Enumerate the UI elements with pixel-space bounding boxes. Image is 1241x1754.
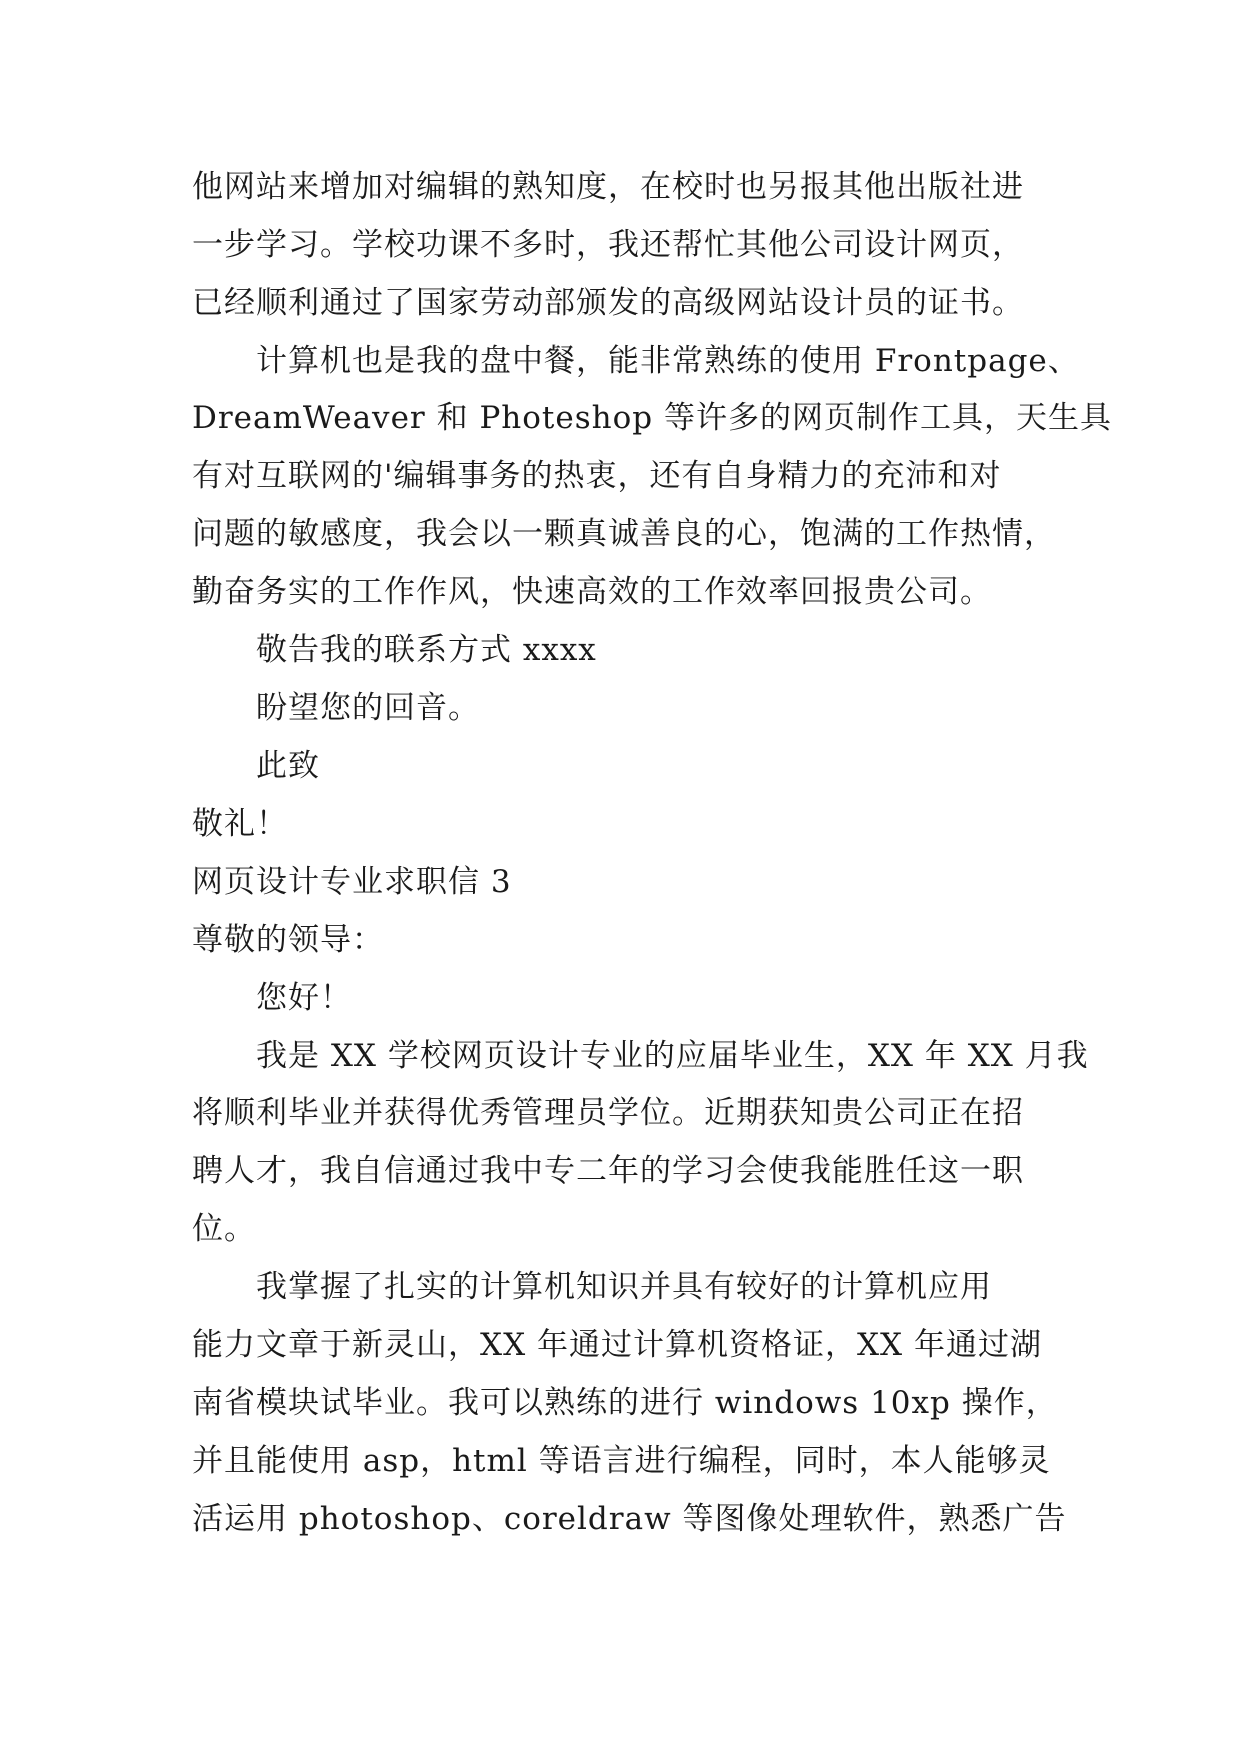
body-line-1: 他网站来增加对编辑的熟知度，在校时也另报其他出版社进 — [192, 169, 1024, 205]
body-line-24: 活运用 photoshop、coreldraw 等图像处理软件，熟悉广告 — [192, 1501, 1067, 1537]
body-line-6: 有对互联网的'编辑事务的热衷，还有自身精力的充沛和对 — [192, 458, 1002, 494]
salutation-jingli: 敬礼！ — [192, 806, 288, 842]
letter-heading: 网页设计专业求职信 3 — [192, 864, 512, 900]
body-line-22: 南省模块试毕业。我可以熟练的进行 windows 10xp 操作， — [192, 1385, 1058, 1421]
body-line-20: 我掌握了扎实的计算机知识并具有较好的计算机应用 — [256, 1269, 992, 1305]
body-line-17: 将顺利毕业并获得优秀管理员学位。近期获知贵公司正在招 — [192, 1095, 1024, 1131]
contact-line: 敬告我的联系方式 xxxx — [256, 632, 597, 668]
body-line-5: DreamWeaver 和 Photeshop 等许多的网页制作工具，天生具 — [192, 400, 1112, 436]
body-line-16: 我是 XX 学校网页设计专业的应届毕业生，XX 年 XX 月我 — [256, 1038, 1089, 1074]
salutation-cizhi: 此致 — [256, 748, 320, 784]
body-line-18: 聘人才，我自信通过我中专二年的学习会使我能胜任这一职 — [192, 1153, 1024, 1189]
body-line-23: 并且能使用 asp，html 等语言进行编程，同时，本人能够灵 — [192, 1443, 1051, 1479]
body-line-8: 勤奋务实的工作作风，快速高效的工作效率回报贵公司。 — [192, 574, 992, 610]
greeting-hello: 您好！ — [256, 980, 352, 1016]
body-line-19: 位。 — [192, 1211, 256, 1247]
body-line-2: 一步学习。学校功课不多时，我还帮忙其他公司设计网页， — [192, 227, 1024, 263]
body-line-21: 能力文章于新灵山，XX 年通过计算机资格证，XX 年通过湖 — [192, 1327, 1042, 1363]
closing-line: 盼望您的回音。 — [256, 690, 480, 726]
body-line-7: 问题的敏感度，我会以一颗真诚善良的心，饱满的工作热情， — [192, 516, 1056, 552]
body-line-3: 已经顺利通过了国家劳动部颁发的高级网站设计员的证书。 — [192, 285, 1024, 321]
body-line-4: 计算机也是我的盘中餐，能非常熟练的使用 Frontpage、 — [256, 343, 1080, 379]
greeting: 尊敬的领导： — [192, 922, 384, 958]
